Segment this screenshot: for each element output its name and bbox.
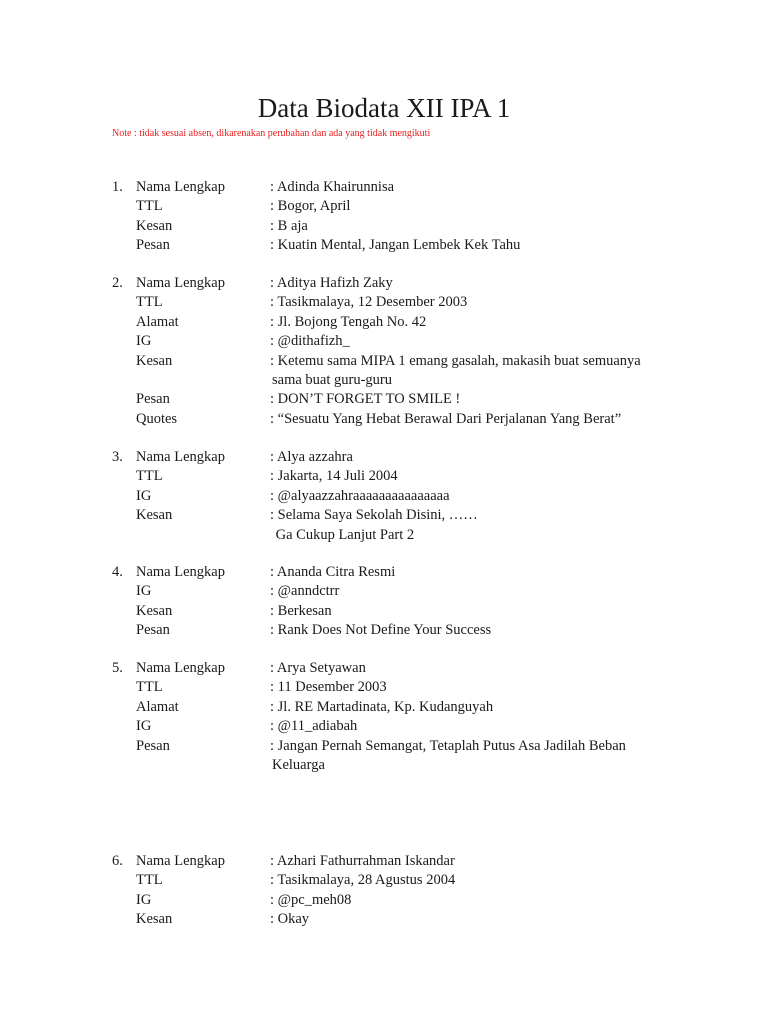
- field-value-continuation: sama buat guru-guru: [272, 372, 392, 388]
- field-label: TTL: [136, 468, 163, 485]
- field-value: : “Sesuatu Yang Hebat Berawal Dari Perjalanan Yang Berat”: [270, 410, 622, 427]
- field-value: : DON’T FORGET TO SMILE !: [270, 391, 461, 408]
- field-label: Alamat: [136, 313, 179, 330]
- field-label: Kesan: [136, 217, 173, 234]
- field-value: : Tasikmalaya, 28 Agustus 2004: [270, 872, 456, 889]
- field-value: : Kuatin Mental, Jangan Lembek Kek Tahu: [270, 237, 521, 254]
- field-value: : @dithafizh_: [270, 333, 350, 350]
- field-value: : B aja: [270, 217, 308, 234]
- field-value: : Jl. RE Martadinata, Kp. Kudanguyah: [270, 698, 494, 715]
- field-value: : Ananda Citra Resmi: [270, 564, 396, 580]
- field-label: Pesan: [136, 737, 170, 754]
- field-value: : @anndctrr: [270, 583, 340, 600]
- field-value: : Aditya Hafizh Zaky: [270, 275, 393, 291]
- field-label: Nama Lengkap: [136, 564, 225, 580]
- field-label: Kesan: [136, 507, 173, 524]
- field-value: : 11 Desember 2003: [270, 679, 387, 696]
- field-label: IG: [136, 333, 152, 350]
- field-value-continuation: Keluarga: [272, 757, 325, 773]
- field-value: : Jakarta, 14 Juli 2004: [270, 468, 398, 485]
- field-label: Nama Lengkap: [136, 449, 225, 465]
- entry-number: 4.: [112, 564, 123, 580]
- field-value: : @11_adiabah: [270, 718, 358, 735]
- field-value: : Arya Setyawan: [270, 660, 366, 676]
- entry-number: 3.: [112, 449, 123, 465]
- field-label: Pesan: [136, 622, 170, 639]
- field-value: : Jl. Bojong Tengah No. 42: [270, 313, 427, 330]
- field-value: : Selama Saya Sekolah Disini, ……: [270, 507, 478, 524]
- field-value: : Rank Does Not Define Your Success: [270, 622, 492, 639]
- field-label: Nama Lengkap: [136, 179, 225, 195]
- entry-number: 6.: [112, 853, 123, 869]
- field-value: : @alyaazzahraaaaaaaaaaaaaaa: [270, 487, 450, 504]
- field-label: Kesan: [136, 352, 173, 369]
- field-label: IG: [136, 718, 152, 735]
- field-value: : Alya azzahra: [270, 449, 353, 465]
- field-value: : Berkesan: [270, 602, 332, 619]
- field-value: : Okay: [270, 911, 310, 928]
- field-label: Nama Lengkap: [136, 853, 225, 869]
- field-label: TTL: [136, 198, 163, 215]
- note-text: Note : tidak sesuai absen, dikarenakan perubahan dan ada yang tidak mengikuti: [112, 128, 431, 139]
- field-label: TTL: [136, 294, 163, 311]
- field-value: : Azhari Fathurrahman Iskandar: [270, 853, 455, 869]
- field-label: IG: [136, 891, 152, 908]
- field-label: Nama Lengkap: [136, 275, 225, 291]
- field-label: TTL: [136, 679, 163, 696]
- field-value: : Adinda Khairunnisa: [270, 179, 395, 195]
- field-label: Nama Lengkap: [136, 660, 225, 676]
- field-label: Quotes: [136, 410, 178, 427]
- field-label: Pesan: [136, 237, 170, 254]
- field-label: Alamat: [136, 698, 179, 715]
- field-label: IG: [136, 583, 152, 600]
- entry-number: 2.: [112, 275, 123, 291]
- field-value: : Ketemu sama MIPA 1 emang gasalah, makasih buat semuanya: [270, 352, 641, 369]
- field-value: : Bogor, April: [270, 198, 351, 215]
- field-label: Kesan: [136, 911, 173, 928]
- field-value: : Jangan Pernah Semangat, Tetaplah Putus Asa Jadilah Beban: [270, 737, 626, 754]
- entry-number: 1.: [112, 179, 123, 195]
- page-title: Data Biodata XII IPA 1: [257, 93, 511, 123]
- field-label: Kesan: [136, 602, 173, 619]
- entry-number: 5.: [112, 660, 123, 676]
- field-value: : Tasikmalaya, 12 Desember 2003: [270, 294, 468, 311]
- field-value: : @pc_meh08: [270, 891, 352, 908]
- field-label: IG: [136, 487, 152, 504]
- field-label: Pesan: [136, 391, 170, 408]
- field-value-continuation: Ga Cukup Lanjut Part 2: [272, 526, 415, 543]
- field-label: TTL: [136, 872, 163, 889]
